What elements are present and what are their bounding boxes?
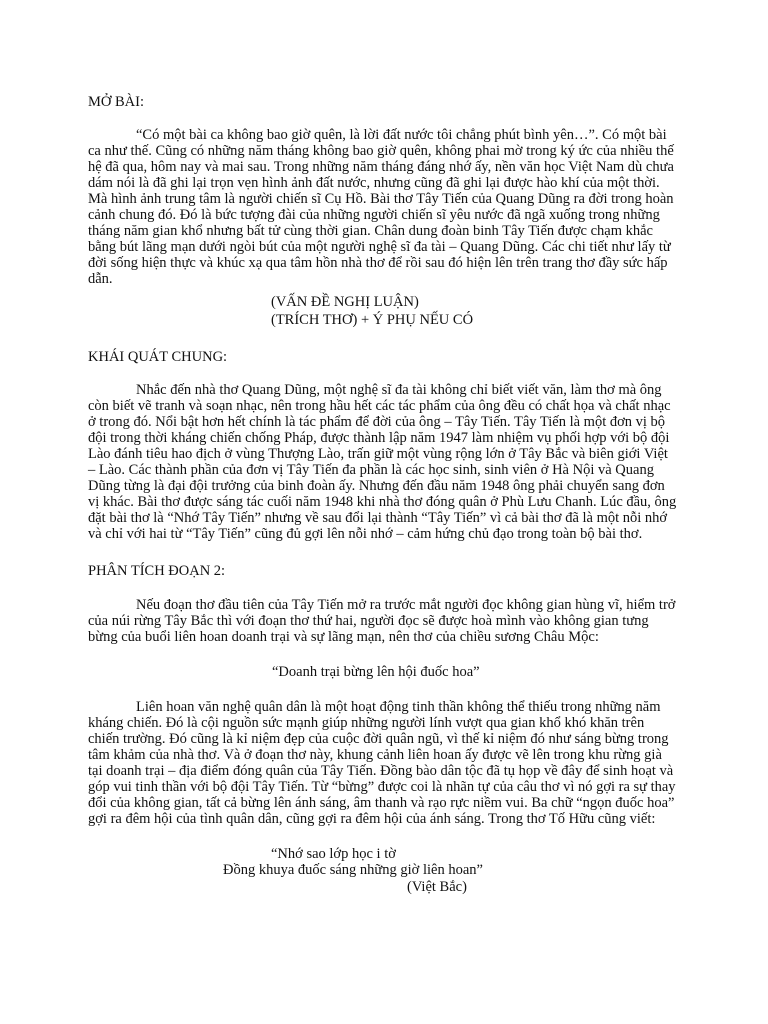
quote-line: “Doanh trại bừng lên hội đuốc hoa”: [272, 664, 480, 680]
text-line: dẫn.: [88, 271, 113, 287]
text-line: bằng bút lãng mạn dưới ngòi bút của một người nghệ sĩ đa tài – Quang Dũng. Các chi tiết như lấy từ: [88, 239, 671, 255]
text-line: đời sống hiện thực và khúc xạ qua tâm hồn nhà thơ để rồi sau đó hiện lên trên trang thơ đầy sức hấp: [88, 255, 668, 271]
heading-phan-tich: PHÂN TÍCH ĐOẠN 2:: [88, 563, 226, 579]
text-line: hệ đã qua, hôm nay và mai sau. Trong những năm tháng đáng nhớ ấy, nền văn học Việt Nam dù chưa: [88, 159, 674, 175]
text-line: Lào đánh tiêu hao địch ở vùng Thượng Lào, trấn giữ một vùng rộng lớn ở Tây Bắc và biên giới Việt: [88, 446, 668, 462]
note-line: (VẤN ĐỀ NGHỊ LUẬN): [271, 294, 419, 310]
text-line: Nếu đoạn thơ đầu tiên của Tây Tiến mở ra trước mắt người đọc không gian hùng vĩ, hiểm trở: [136, 597, 676, 613]
heading-khai-quat: KHÁI QUÁT CHUNG:: [88, 349, 228, 365]
text-line: và chỉ với hai từ “Tây Tiến” cũng đủ gợi lên nỗi nhớ – cảm hứng chủ đạo trong toàn bộ bài thơ.: [88, 526, 643, 542]
text-line: Nhắc đến nhà thơ Quang Dũng, một nghệ sĩ đa tài không chỉ biết viết văn, làm thơ mà ông: [136, 382, 662, 398]
text-line: dám nói là đã ghi lại trọn vẹn hình ảnh đất nước, nhưng cũng đã ghi lại được hào khí của một thời.: [88, 175, 660, 191]
text-line: gợi ra đêm hội của tình quân dân, cũng gợi ra đêm hội của ánh sáng. Trong thơ Tố Hữu cũng viết:: [88, 811, 656, 827]
text-line: đội trong thời kháng chiến chống Pháp, được thành lập năm 1947 làm nhiệm vụ phối hợp với bộ đội: [88, 430, 670, 446]
poem-line: “Nhớ sao lớp học i tờ: [271, 846, 396, 862]
text-line: – Lào. Các thành phần của đơn vị Tây Tiến đa phần là các học sinh, sinh viên ở Hà Nội và Quang: [88, 462, 654, 478]
poem-line: Đồng khuya đuốc sáng những giờ liên hoan”: [223, 862, 483, 878]
text-line: ở trong đó. Nổi bật hơn hết chính là tác phẩm để đời của ông – Tây Tiến. Tây Tiến là một đơn vị bộ: [88, 414, 666, 430]
text-line: cảnh chung đó. Đó là bức tượng đài của những người chiến sĩ yêu nước đã ngã xuống trong những: [88, 207, 660, 223]
text-line: tâm khảm của nhà thơ. Và ở đoạn thơ này, khung cảnh liên hoan ấy được vẽ lên trong khu rừng già: [88, 747, 662, 763]
text-line: đổi của không gian, tất cả bừng lên ánh sáng, âm thanh và rạo rực niềm vui. Ba chữ “ngọn đuốc hoa”: [88, 795, 675, 811]
text-line: Dũng từng là đại đội trưởng của binh đoàn ấy. Nhưng đến đầu năm 1948 ông phải chuyển sang đơn: [88, 478, 665, 494]
poem-source: (Việt Bắc): [407, 879, 467, 895]
text-line: vị khác. Bài thơ được sáng tác cuối năm 1948 khi nhà thơ đóng quân ở Phù Lưu Chanh. Lúc đầu, ông: [88, 494, 677, 510]
text-line: Mà hình ảnh trung tâm là người chiến sĩ Cụ Hồ. Bài thơ Tây Tiến của Quang Dũng ra đời trong hoàn: [88, 191, 674, 207]
text-line: còn biết vẽ tranh và soạn nhạc, nên trong hầu hết các tác phẩm của ông đều có chất họa và chất nhạc: [88, 398, 671, 414]
text-line: góp vui tinh thần với bộ đội Tây Tiến. Từ “bừng” được coi là nhãn tự của câu thơ vì nó gợi ra sự thay: [88, 779, 676, 795]
text-line: kháng chiến. Đó là cội nguồn sức mạnh giúp những người lính vượt qua gian khổ khó khăn trên: [88, 715, 645, 731]
heading-mo-bai: MỞ BÀI:: [88, 94, 144, 110]
text-line: ca như thế. Cũng có những năm tháng không bao giờ quên, không phai mờ trong ký ức của nhiều thế: [88, 143, 674, 159]
text-line: Liên hoan văn nghệ quân dân là một hoạt động tinh thần không thể thiếu trong những năm: [136, 699, 661, 715]
text-line: “Có một bài ca không bao giờ quên, là lời đất nước tôi chẳng phút bình yên…”. Có một bài: [136, 127, 667, 143]
text-line: đặt bài thơ là “Nhớ Tây Tiến” nhưng về sau đổi lại thành “Tây Tiến” vì cả bài thơ đã là một nỗi nhớ: [88, 510, 668, 526]
text-line: tháng năm gian khổ nhưng bất tử cùng thời gian. Chân dung đoàn binh Tây Tiến được chạm khắc: [88, 223, 653, 239]
note-line: (TRÍCH THƠ) + Ý PHỤ NẾU CÓ: [271, 312, 474, 328]
text-line: của núi rừng Tây Bắc thì với đoạn thơ thứ hai, người đọc sẽ được hoà mình vào không gian tưng: [88, 613, 649, 629]
text-line: tại doanh trại – địa điểm đóng quân của Tây Tiến. Đồng bào dân tộc đã tụ họp về đây để sinh hoạt và: [88, 763, 674, 779]
text-line: chiến trường. Đó cũng là kỉ niệm đẹp của cuộc đời quân ngũ, vì thế kỉ niệm đó như sáng bừng trong: [88, 731, 669, 747]
text-line: bừng của buổi liên hoan doanh trại và sự lãng mạn, nên thơ của chiều sương Châu Mộc:: [88, 629, 599, 645]
